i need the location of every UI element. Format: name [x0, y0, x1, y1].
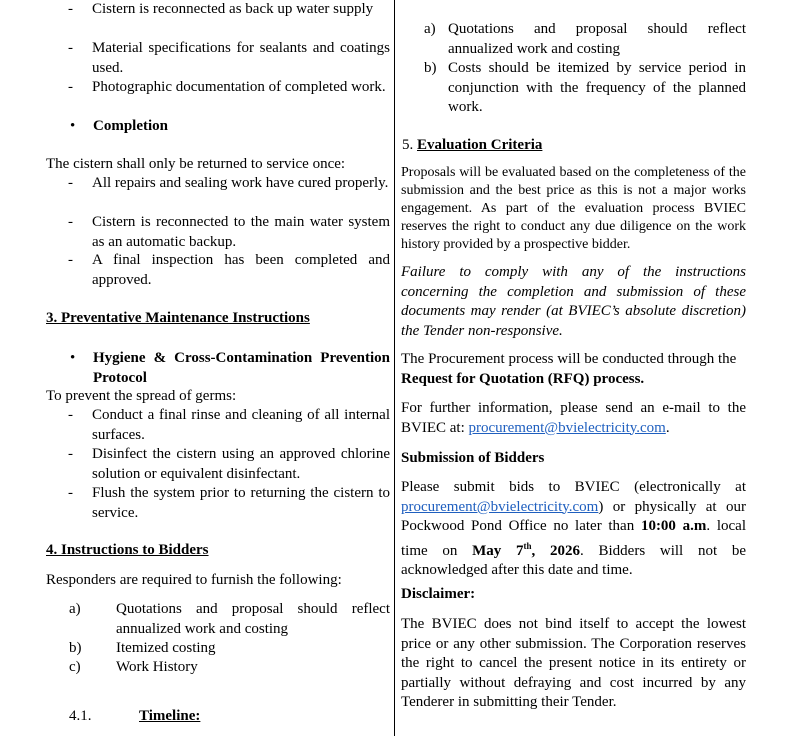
dash-marker: -: [68, 485, 73, 501]
column-divider: [394, 0, 395, 736]
hygiene-item: - Flush the system prior to returning the cistern to service.: [68, 485, 390, 521]
submission-paragraph: Please submit bids to BVIEC (electronically at procurement@bvielectricity.com) or physically at our Pockwood Pond Office no later than 10:00 a.m. local time on May 7th, 2026. Bidders will not be acknowledged after this date and time.: [401, 479, 746, 578]
completion-item: - Cistern is reconnected to the main water system as an automatic backup.: [68, 214, 390, 250]
procurement-paragraph: The Procurement process will be conducted through the Request for Quotation (RFQ) process.: [401, 351, 737, 387]
list-marker: a): [69, 601, 81, 617]
left-column: [0, 0, 390, 736]
evaluation-text: Proposals will be evaluated based on the completeness of the submission and the best price as this is not a major works engagement. As part of the evaluation process BVIEC reserves the right to conduct any due diligence on the work history provided by a prospective bidder.: [401, 165, 746, 252]
section-3-heading: 3. Preventative Maintenance Instructions: [46, 310, 310, 326]
hygiene-item: - Conduct a final rinse and cleaning of all internal surfaces.: [68, 407, 390, 443]
dash-marker: -: [68, 446, 73, 462]
dash-marker: -: [68, 40, 73, 56]
completion-intro: The cistern shall only be returned to service once:: [46, 156, 346, 172]
section-5-number: 5.: [402, 137, 414, 153]
documentation-item: - Photographic documentation of completed work.: [92, 78, 390, 98]
section-4-heading: 4. Instructions to Bidders: [46, 542, 209, 558]
list-marker: c): [69, 659, 81, 675]
bidder-item: Work History: [116, 659, 198, 675]
email-link[interactable]: procurement@bvielectricity.com: [401, 498, 599, 515]
bidder-item: Itemized costing: [116, 640, 216, 656]
dash-marker: -: [68, 1, 73, 17]
completion-heading: Completion: [93, 118, 168, 134]
list-marker: a): [424, 21, 436, 37]
dash-marker: -: [68, 252, 73, 268]
dash-marker: -: [68, 79, 73, 95]
email-link[interactable]: procurement@bvielectricity.com: [468, 419, 666, 436]
bidder-item: Quotations and proposal should reflect annualized work and costing: [116, 601, 390, 637]
completion-item: - All repairs and sealing work have cured properly.: [92, 174, 390, 194]
list-marker: b): [424, 60, 437, 76]
right-column: [397, 0, 746, 736]
deadline-time: 10:00 a.m: [640, 518, 707, 534]
deadline-date: May 7th, 2026: [472, 540, 581, 559]
bullet-icon: •: [70, 118, 76, 134]
right-list-item: Quotations and proposal should reflect annualized work and costing: [448, 21, 746, 57]
dash-marker: -: [68, 214, 73, 230]
section-5-title: Evaluation Criteria: [417, 137, 543, 153]
hygiene-heading: Hygiene & Cross-Contamination Prevention Protocol: [93, 350, 390, 386]
disclaimer-heading: Disclaimer:: [401, 586, 476, 602]
timeline-number: 4.1.: [69, 708, 92, 724]
info-paragraph: For further information, please send an e-mail to the BVIEC at: procurement@bvielectricity.com.: [401, 400, 746, 436]
dash-marker: -: [68, 175, 73, 191]
hygiene-intro: To prevent the spread of germs:: [46, 388, 237, 404]
disclaimer-text: The BVIEC does not bind itself to accept the lowest price or any other submission. The Corporation reserves the right to cancel the present notice in its entirety or partially without defraying and cost incurred by any Tenderer in submitting their Tender.: [401, 616, 746, 710]
rfq-process: Request for Quotation (RFQ) process.: [401, 370, 645, 387]
completion-item: - A final inspection has been completed and approved.: [68, 252, 390, 288]
timeline-heading: Timeline:: [139, 708, 201, 724]
section-4-intro: Responders are required to furnish the following:: [46, 572, 342, 588]
hygiene-item: - Disinfect the cistern using an approved chlorine solution or equivalent disinfectant.: [68, 446, 390, 482]
list-marker: b): [69, 640, 82, 656]
documentation-item: - Material specifications for sealants and coatings used.: [68, 40, 390, 76]
section-5-heading: [402, 136, 542, 156]
submission-heading: Submission of Bidders: [401, 450, 545, 466]
right-list-item: Costs should be itemized by service period in conjunction with the frequency of the planned work.: [448, 60, 746, 115]
documentation-item: - Cistern is reconnected as back up water supply: [92, 0, 390, 20]
bullet-icon: •: [70, 350, 76, 366]
failure-notice: Failure to comply with any of the instructions concerning the completion and submission of these documents may render (at BVIEC’s absolute discretion) the Tender non-responsive.: [401, 264, 746, 339]
dash-marker: -: [68, 407, 73, 423]
